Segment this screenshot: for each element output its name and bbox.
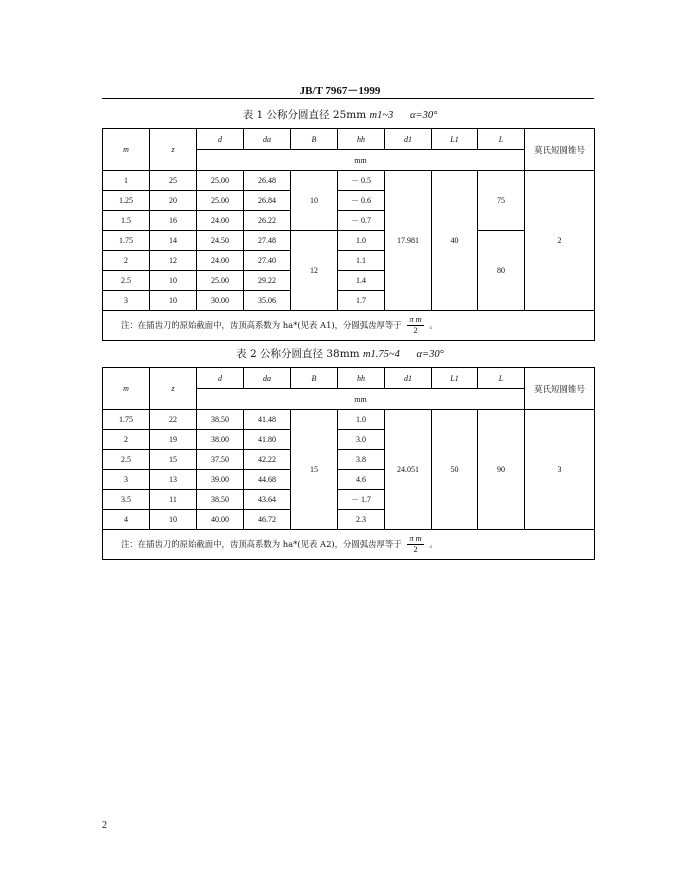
t1-note bbox=[103, 311, 595, 341]
table2-caption-m-range: m1.75~4 bbox=[362, 349, 400, 360]
t2-cell-z: 11 bbox=[150, 490, 197, 510]
t1-note-fraction bbox=[407, 315, 423, 336]
t1-note-denominator: 2 bbox=[413, 326, 418, 335]
t1-cell-L-group-a: 75 bbox=[478, 171, 525, 231]
t1-header-B: B bbox=[291, 129, 338, 150]
t2-cell-z: 13 bbox=[150, 470, 197, 490]
table1 bbox=[102, 128, 595, 341]
t2-cell-m: 1.75 bbox=[103, 410, 150, 430]
table2 bbox=[102, 367, 595, 560]
t2-cell-B: 15 bbox=[291, 410, 338, 530]
t2-cell-z: 10 bbox=[150, 510, 197, 530]
t1-cell-d: 24.00 bbox=[197, 251, 244, 271]
t1-note-text: 注：在插齿刀的原始截面中，齿顶高系数为 ha*(见表 A1)，分圆弧齿厚等于 bbox=[121, 320, 402, 330]
t1-cell-z: 10 bbox=[150, 291, 197, 311]
t2-header-d1: d1 bbox=[385, 368, 432, 389]
t1-cell-hh: － 0.6 bbox=[338, 191, 385, 211]
t1-cell-m: 2 bbox=[103, 251, 150, 271]
t2-cell-d: 37.50 bbox=[197, 450, 244, 470]
t1-cell-L1: 40 bbox=[432, 171, 478, 311]
t1-header-d: d bbox=[197, 129, 244, 150]
t1-cell-d: 25.00 bbox=[197, 191, 244, 211]
t2-cell-hh: 2.3 bbox=[338, 510, 385, 530]
t1-cell-d1: 17.981 bbox=[385, 171, 432, 311]
t1-header-m: m bbox=[103, 129, 150, 171]
t2-cell-m: 3.5 bbox=[103, 490, 150, 510]
standard-code-header: JB/T 7967－1999 bbox=[299, 85, 381, 97]
t1-header-L: L bbox=[478, 129, 525, 150]
t2-header-da: da bbox=[244, 368, 291, 389]
t1-note-end: 。 bbox=[429, 320, 438, 330]
t1-header-d1: d1 bbox=[385, 129, 432, 150]
header-rule bbox=[102, 98, 594, 99]
t2-cell-d: 38.50 bbox=[197, 410, 244, 430]
t2-cell-da: 44.68 bbox=[244, 470, 291, 490]
t2-cell-m: 4 bbox=[103, 510, 150, 530]
t1-cell-hh: 1.7 bbox=[338, 291, 385, 311]
t2-cell-hh: 3.8 bbox=[338, 450, 385, 470]
t2-header-m: m bbox=[103, 368, 150, 410]
t2-header-d: d bbox=[197, 368, 244, 389]
t1-cell-da: 29.22 bbox=[244, 271, 291, 291]
t1-cell-B-group-a: 10 bbox=[291, 171, 338, 231]
t1-cell-d: 25.00 bbox=[197, 171, 244, 191]
t2-header-hh: hh bbox=[338, 368, 385, 389]
t2-cell-hh: 1.0 bbox=[338, 410, 385, 430]
t2-cell-hh: 3.0 bbox=[338, 430, 385, 450]
t1-cell-m: 3 bbox=[103, 291, 150, 311]
t2-unit-mm: mm bbox=[197, 389, 525, 410]
t2-cell-z: 15 bbox=[150, 450, 197, 470]
t2-cell-d: 39.00 bbox=[197, 470, 244, 490]
t2-note-fraction bbox=[407, 534, 423, 555]
t2-cell-m: 2 bbox=[103, 430, 150, 450]
t2-header-taper: 莫氏短圆锥号 bbox=[525, 368, 595, 410]
t1-cell-hh: 1.1 bbox=[338, 251, 385, 271]
t1-cell-da: 26.48 bbox=[244, 171, 291, 191]
t1-cell-da: 27.48 bbox=[244, 231, 291, 251]
t1-cell-da: 35.06 bbox=[244, 291, 291, 311]
t1-cell-m: 1.5 bbox=[103, 211, 150, 231]
t1-cell-z: 14 bbox=[150, 231, 197, 251]
t2-cell-L: 90 bbox=[478, 410, 525, 530]
t1-cell-L-group-b: 80 bbox=[478, 231, 525, 311]
t1-cell-hh: 1.0 bbox=[338, 231, 385, 251]
t2-note-end: 。 bbox=[429, 539, 438, 549]
table1-caption-m-range: m1~3 bbox=[369, 110, 394, 121]
t1-cell-taper: 2 bbox=[525, 171, 595, 311]
t2-cell-L1: 50 bbox=[432, 410, 478, 530]
t1-cell-hh: － 0.5 bbox=[338, 171, 385, 191]
t1-cell-m: 1.75 bbox=[103, 231, 150, 251]
t2-header-B: B bbox=[291, 368, 338, 389]
t2-cell-m: 3 bbox=[103, 470, 150, 490]
t1-cell-d: 25.00 bbox=[197, 271, 244, 291]
t1-cell-m: 1 bbox=[103, 171, 150, 191]
table2-caption bbox=[0, 346, 680, 361]
t2-cell-hh: － 1.7 bbox=[338, 490, 385, 510]
table1-caption bbox=[0, 107, 680, 122]
t2-cell-taper: 3 bbox=[525, 410, 595, 530]
t1-cell-z: 20 bbox=[150, 191, 197, 211]
t2-cell-m: 2.5 bbox=[103, 450, 150, 470]
t1-cell-z: 12 bbox=[150, 251, 197, 271]
t2-header-L1: L1 bbox=[432, 368, 478, 389]
t1-header-hh: hh bbox=[338, 129, 385, 150]
t1-cell-d: 24.00 bbox=[197, 211, 244, 231]
t1-header-da: da bbox=[244, 129, 291, 150]
t1-cell-hh: － 0.7 bbox=[338, 211, 385, 231]
t1-header-z: z bbox=[150, 129, 197, 171]
t2-cell-d: 38.00 bbox=[197, 430, 244, 450]
t1-cell-da: 26.84 bbox=[244, 191, 291, 211]
t1-cell-z: 16 bbox=[150, 211, 197, 231]
t2-cell-da: 46.72 bbox=[244, 510, 291, 530]
t2-note-text: 注：在插齿刀的原始截面中，齿顶高系数为 ha*(见表 A2)，分圆弧齿厚等于 bbox=[121, 539, 402, 549]
t1-cell-m: 1.25 bbox=[103, 191, 150, 211]
t1-cell-d: 24.50 bbox=[197, 231, 244, 251]
t2-cell-d1: 24.051 bbox=[385, 410, 432, 530]
t1-note-numerator: π m bbox=[409, 315, 422, 324]
t1-cell-z: 25 bbox=[150, 171, 197, 191]
t2-cell-z: 22 bbox=[150, 410, 197, 430]
t2-cell-da: 42.22 bbox=[244, 450, 291, 470]
t1-cell-m: 2.5 bbox=[103, 271, 150, 291]
t2-header-z: z bbox=[150, 368, 197, 410]
page-number: 2 bbox=[102, 820, 107, 831]
t2-cell-da: 41.80 bbox=[244, 430, 291, 450]
table2-caption-prefix: 表 2 公称分圆直径 38mm bbox=[236, 348, 363, 360]
t2-cell-da: 43.64 bbox=[244, 490, 291, 510]
t2-note-denominator: 2 bbox=[413, 545, 418, 554]
t2-cell-da: 41.48 bbox=[244, 410, 291, 430]
t2-cell-d: 38.50 bbox=[197, 490, 244, 510]
t1-header-taper: 莫氏短圆锥号 bbox=[525, 129, 595, 171]
t2-cell-hh: 4.6 bbox=[338, 470, 385, 490]
t1-cell-da: 26.22 bbox=[244, 211, 291, 231]
t1-cell-d: 30.00 bbox=[197, 291, 244, 311]
t1-cell-hh: 1.4 bbox=[338, 271, 385, 291]
t1-cell-z: 10 bbox=[150, 271, 197, 291]
table1-caption-alpha: α=30° bbox=[409, 110, 438, 121]
t1-unit-mm: mm bbox=[197, 150, 525, 171]
table1-caption-prefix: 表 1 公称分圆直径 25mm bbox=[242, 109, 370, 121]
table2-caption-alpha: α=30° bbox=[416, 349, 444, 360]
t1-cell-da: 27.40 bbox=[244, 251, 291, 271]
t2-cell-d: 40.00 bbox=[197, 510, 244, 530]
t1-cell-B-group-b: 12 bbox=[291, 231, 338, 311]
t2-header-L: L bbox=[478, 368, 525, 389]
t2-cell-z: 19 bbox=[150, 430, 197, 450]
t1-header-L1: L1 bbox=[432, 129, 478, 150]
t2-note-numerator: π m bbox=[409, 534, 422, 543]
t2-note bbox=[103, 530, 595, 560]
